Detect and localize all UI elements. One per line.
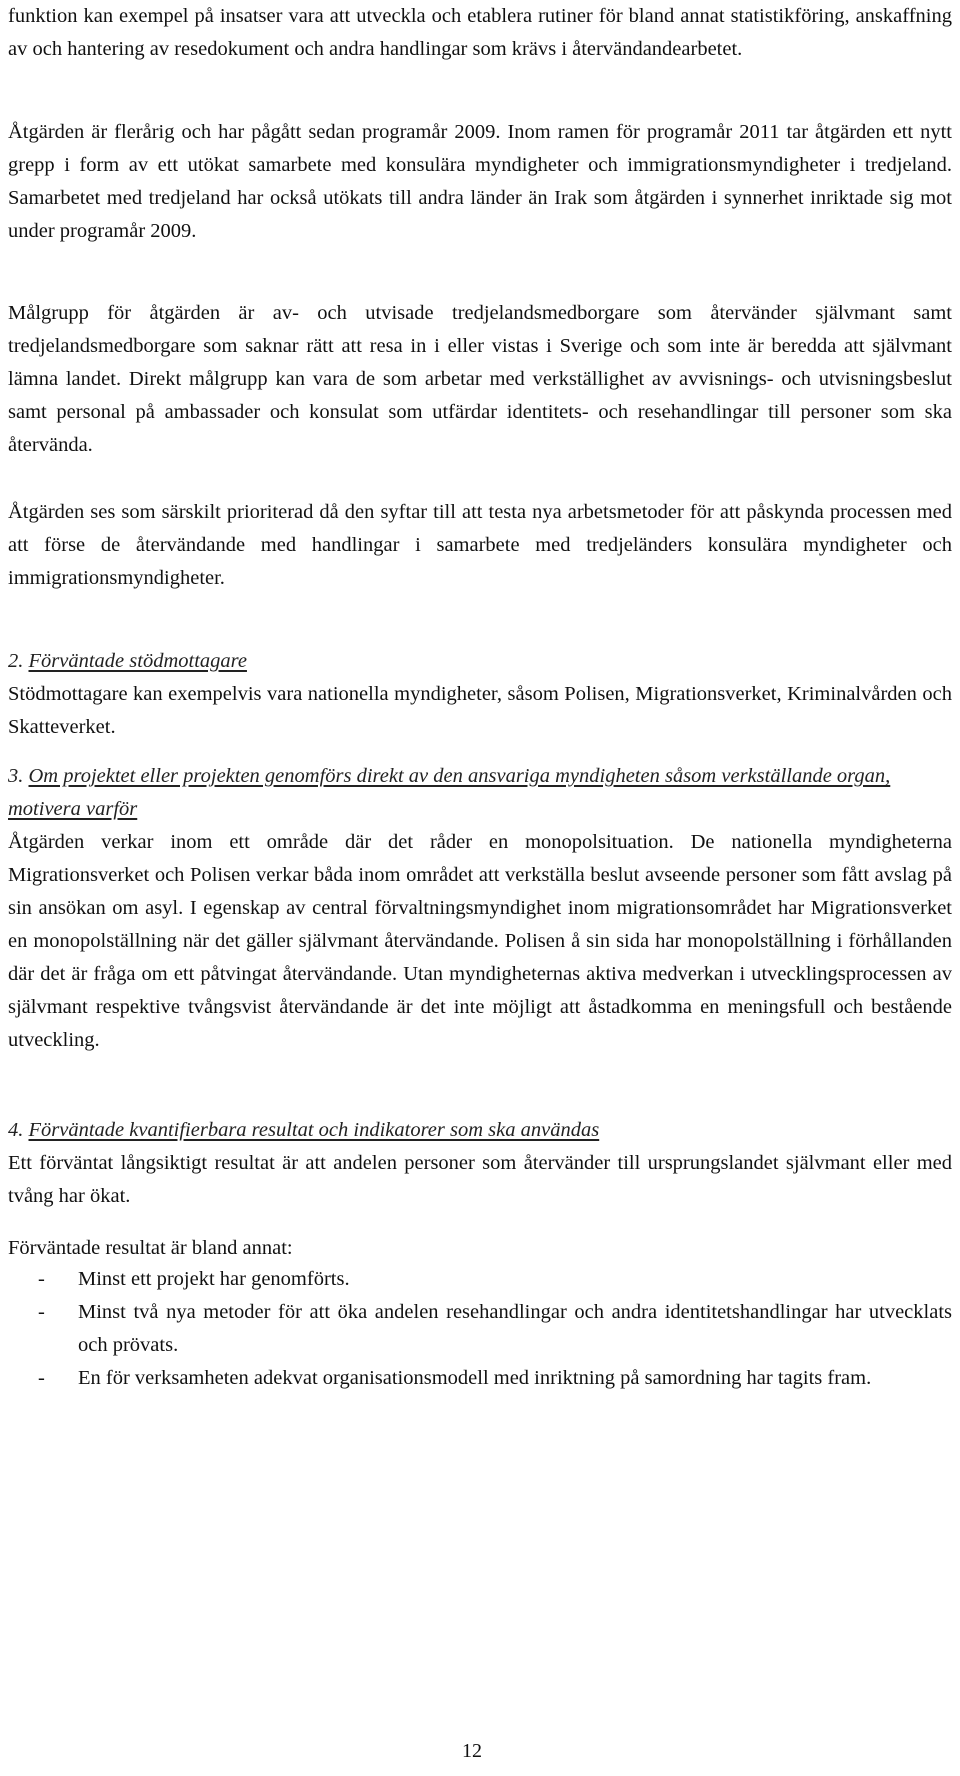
results-list <box>8 1263 952 1395</box>
paragraph-target-group: Målgrupp för åtgärden är av- och utvisade tredjelandsmedborgare som återvänder självmant samt tredjelandsmedborgare som saknar rätt att resa in i eller vistas i Sverige och som inte är beredda att självmant lämna landet. Direkt målgrupp kan vara de som arbetar med verkställighet av avvisnings- och utvisningsbeslut samt personal på ambassader och konsulat som utfärdar identitets- och resehandlingar till personer som ska återvända. <box>8 302 952 456</box>
paragraph-programyear: Åtgärden är flerårig och har pågått sedan programår 2009. Inom ramen för programår 2011 tar åtgärden ett nytt grepp i form av ett utökat samarbete med konsulära myndigheter och immigrationsmyndigheter i tredjeland. Samarbetet med tredjeland har också utökats till andra länder än Irak som åtgärden i synnerhet inriktade sig mot under programår 2009. <box>8 121 952 242</box>
list-item-text: En för verksamheten adekvat organisationsmodell med inriktning på samordning har tagits fram. <box>78 1367 872 1389</box>
section-2-body: Stödmottagare kan exempelvis vara nationella myndigheter, såsom Polisen, Migrationsverket, Kriminalvården och Skatteverket. <box>8 683 952 738</box>
section-3-body: Åtgärden verkar inom ett område där det råder en monopolsituation. De nationella myndigheterna Migrationsverket och Polisen verkar båda inom området att verkställa beslut avseende personer som fått avslag på sin ansökan om asyl. I egenskap av central förvaltningsmyndighet inom migrationsområdet har Migrationsverket en monopolställning när det gäller självmant återvändande. Polisen å sin sida har monopolställning i förhållanden där det är fråga om ett påtvingat återvändande. Utan myndigheternas aktiva medverkan i utvecklingsprocessen av självmant respektive tvångsvist återvändande är det inte möjligt att åstadkomma en meningsfull och bestående utveckling. <box>8 831 952 1051</box>
list-bullet: - <box>38 1268 45 1290</box>
section-4-heading <box>8 1114 952 1147</box>
section-2-number: 2. <box>8 650 24 672</box>
list-item <box>8 1263 952 1296</box>
results-intro: Förväntade resultat är bland annat: <box>8 1237 293 1259</box>
list-bullet: - <box>38 1301 45 1323</box>
paragraph-priority: Åtgärden ses som särskilt prioriterad då den syftar till att testa nya arbetsmetoder för att påskynda processen med att förse de återvändande med handlingar i samarbete med tredjeländers konsulära myndigheter och immigrationsmyndigheter. <box>8 501 952 589</box>
section-3-title: Om projektet eller projekten genomförs direkt av den ansvariga myndigheten såsom verkställande organ, motivera varför <box>8 765 891 820</box>
list-item <box>8 1362 952 1395</box>
section-3 <box>8 760 952 1057</box>
section-4 <box>8 1114 952 1213</box>
section-2 <box>8 645 952 744</box>
section-4-number: 4. <box>8 1119 24 1141</box>
list-item <box>8 1296 952 1362</box>
section-3-number: 3. <box>8 765 24 787</box>
section-4-body: Ett förväntat långsiktigt resultat är att andelen personer som återvänder till ursprungslandet självmant eller med tvång har ökat. <box>8 1152 952 1207</box>
paragraph-intro: funktion kan exempel på insatser vara att utveckla och etablera rutiner för bland annat statistikföring, anskaffning av och hantering av resedokument och andra handlingar som krävs i återvändandearbetet. <box>8 5 952 60</box>
list-bullet: - <box>38 1367 45 1389</box>
page-number: 12 <box>462 1740 482 1762</box>
list-item-text: Minst två nya metoder för att öka andelen resehandlingar och andra identitetshandlingar har utvecklats och prövats. <box>78 1301 952 1356</box>
section-2-title: Förväntade stödmottagare <box>28 650 247 672</box>
list-item-text: Minst ett projekt har genomförts. <box>78 1268 350 1290</box>
section-3-heading <box>8 760 952 826</box>
section-2-heading <box>8 645 952 678</box>
section-4-title: Förväntade kvantifierbara resultat och indikatorer som ska användas <box>28 1119 600 1141</box>
